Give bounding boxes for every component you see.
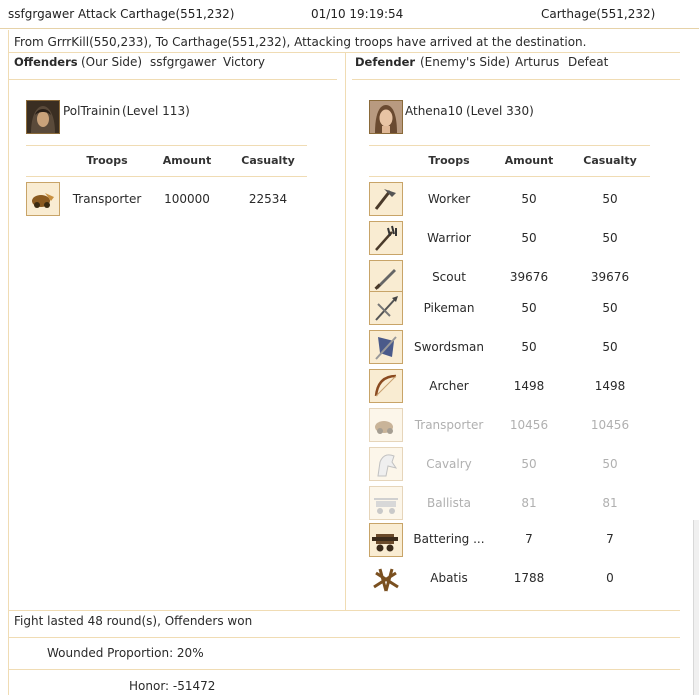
offender-player: ssfgrgawer <box>150 55 217 69</box>
divider <box>9 610 680 611</box>
offender-troop-amount: 100000 <box>164 192 210 206</box>
report-target: Carthage(551,232) <box>541 7 656 21</box>
defender-troop-name: Transporter <box>414 418 484 432</box>
divider <box>369 145 650 146</box>
defender-result: Defeat <box>568 55 609 69</box>
defender-troop-amount: 50 <box>521 340 537 354</box>
defender-troop-amount: 81 <box>521 496 537 510</box>
defender-hero-name[interactable]: Athena10 <box>405 104 463 118</box>
report-title: ssfgrgawer Attack Carthage(551,232) <box>8 7 235 21</box>
wounded-proportion: Wounded Proportion: 20% <box>47 646 204 660</box>
divider <box>9 669 680 670</box>
defender-troop-casualty: 50 <box>602 340 618 354</box>
defender-troop-name: Archer <box>429 379 469 393</box>
offender-troop-casualty: 22534 <box>248 192 288 206</box>
divider <box>9 79 337 80</box>
transporter-icon <box>26 182 60 216</box>
offender-result: Victory <box>223 55 265 69</box>
defender-troop-amount: 1498 <box>513 379 545 393</box>
scout-icon <box>369 260 403 294</box>
ballista-icon <box>369 486 403 520</box>
defender-troop-amount: 1788 <box>513 571 545 585</box>
defender-troop-name: Cavalry <box>426 457 472 471</box>
defender-troop-name: Scout <box>432 270 466 284</box>
offenders-label: Offenders <box>14 55 78 69</box>
defender-label: Defender <box>355 55 416 69</box>
defender-troop-amount: 50 <box>521 301 537 315</box>
pikeman-icon <box>369 291 403 325</box>
honor-value: Honor: -51472 <box>129 679 216 693</box>
defender-troop-casualty: 0 <box>606 571 614 585</box>
swordsman-icon <box>369 330 403 364</box>
divider <box>9 637 680 638</box>
defender-troop-amount: 10456 <box>509 418 549 432</box>
defender-troop-name: Swordsman <box>413 340 484 354</box>
report-header <box>0 0 699 29</box>
offender-hero-name[interactable]: PolTrainin <box>63 104 121 118</box>
defender-troop-casualty: 39676 <box>590 270 630 284</box>
report-frame <box>8 30 693 695</box>
report-datetime: 01/10 19:19:54 <box>311 7 404 21</box>
defender-troop-casualty: 10456 <box>590 418 630 432</box>
defender-col-amount: Amount <box>504 154 554 167</box>
defender-col-troops: Troops <box>428 154 470 167</box>
defender-troop-casualty: 50 <box>602 301 618 315</box>
offender-avatar <box>26 100 60 134</box>
defender-col-casualty: Casualty <box>583 154 637 167</box>
defender-troop-amount: 7 <box>525 532 533 546</box>
fight-summary: Fight lasted 48 round(s), Offenders won <box>14 614 253 628</box>
battering-ram-icon <box>369 523 403 557</box>
divider <box>26 145 307 146</box>
defender-troop-name: Battering ... <box>413 532 485 546</box>
defender-troop-amount: 50 <box>521 231 537 245</box>
transporter-icon <box>369 408 403 442</box>
defender-troop-casualty: 50 <box>602 192 618 206</box>
defender-troop-casualty: 1498 <box>594 379 626 393</box>
warrior-icon <box>369 221 403 255</box>
defender-troop-name: Ballista <box>427 496 471 510</box>
arrival-message: From GrrrKill(550,233), To Carthage(551,232), Attacking troops have arrived at the destination. <box>14 35 587 49</box>
offender-troop-name: Transporter <box>72 192 142 206</box>
defender-player: Arturus <box>515 55 560 69</box>
defender-troop-amount: 50 <box>521 457 537 471</box>
offender-col-troops: Troops <box>86 154 128 167</box>
defender-troop-name: Pikeman <box>423 301 475 315</box>
defender-side: (Enemy's Side) <box>420 55 511 69</box>
defender-hero-level: (Level 330) <box>466 104 534 118</box>
offender-col-casualty: Casualty <box>241 154 295 167</box>
defender-troop-name: Abatis <box>430 571 468 585</box>
scrollbar[interactable] <box>693 520 699 695</box>
worker-icon <box>369 182 403 216</box>
defender-troop-name: Warrior <box>427 231 471 245</box>
defender-troop-casualty: 50 <box>602 231 618 245</box>
divider <box>352 79 680 80</box>
offender-side: (Our Side) <box>81 55 143 69</box>
offender-col-amount: Amount <box>162 154 212 167</box>
defender-troop-amount: 50 <box>521 192 537 206</box>
defender-troop-amount: 39676 <box>509 270 549 284</box>
divider <box>26 176 307 177</box>
defender-troop-name: Worker <box>427 192 471 206</box>
defender-troop-casualty: 7 <box>606 532 614 546</box>
defender-avatar <box>369 100 403 134</box>
offender-hero-level: (Level 113) <box>122 104 190 118</box>
defender-troop-casualty: 50 <box>602 457 618 471</box>
defender-troop-casualty: 81 <box>602 496 618 510</box>
side-divider <box>345 52 346 610</box>
cavalry-icon <box>369 447 403 481</box>
archer-icon <box>369 369 403 403</box>
abatis-icon <box>369 562 403 596</box>
divider <box>369 176 650 177</box>
